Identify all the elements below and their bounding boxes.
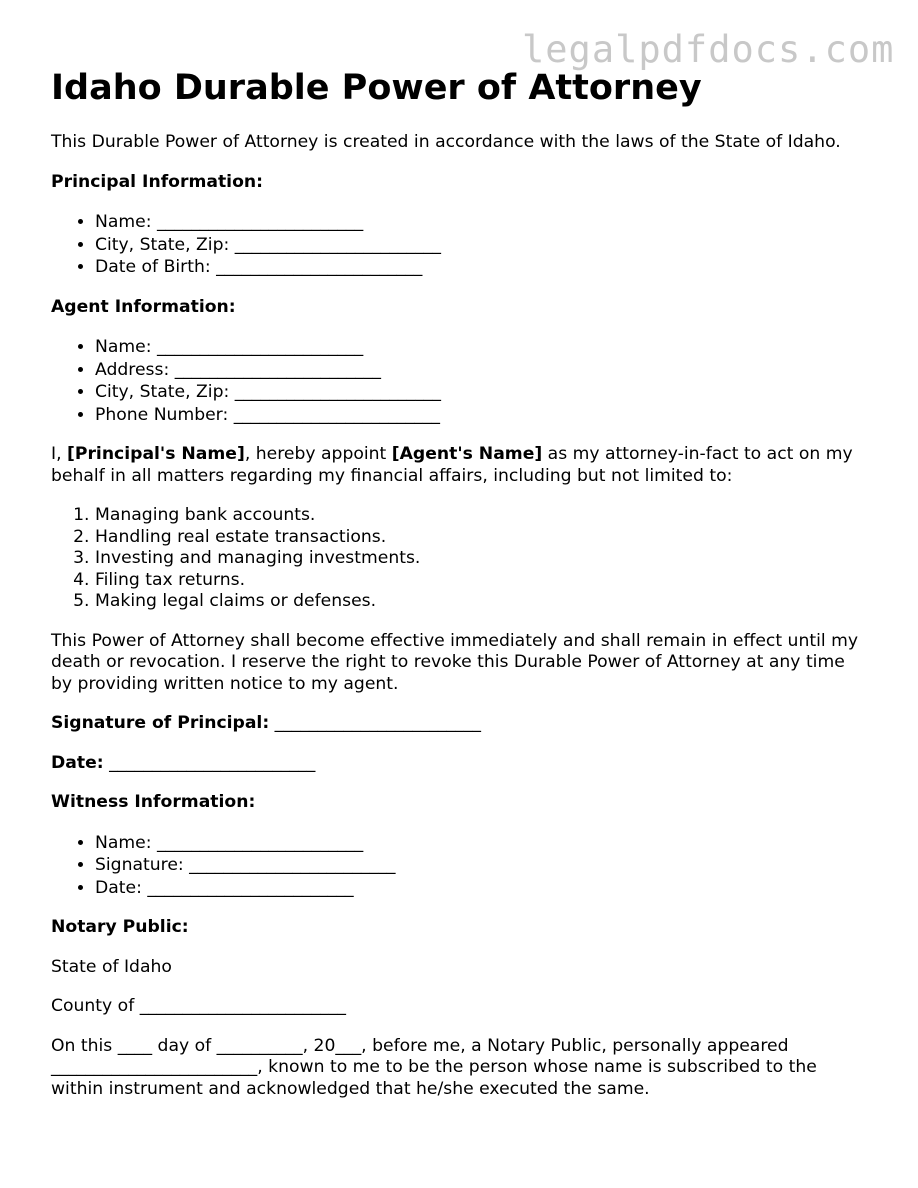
document-title: Idaho Durable Power of Attorney [51, 68, 702, 108]
power-item: 3. Investing and managing investments. [95, 548, 871, 570]
intro-paragraph: This Durable Power of Attorney is created in accordance with the laws of the State of Idaho. [51, 132, 841, 152]
document [51, 66, 871, 1118]
agent-heading: Agent Information: [51, 296, 236, 317]
power-item: 1. Managing bank accounts. [95, 505, 871, 527]
witness-heading: Witness Information: [51, 792, 256, 812]
principal-name-field: • Name: ________________________ [95, 211, 871, 234]
signature-line [51, 713, 871, 735]
signature-blank: ________________________ [269, 713, 481, 733]
notary-paragraph: On this ____ day of __________, 20___, before me, a Notary Public, personally appeared ________________________, known to me to be the person whose name is subscribed to the within instrument and acknowledged that he/she executed the same. [51, 1035, 817, 1099]
date-blank: ________________________ [103, 752, 316, 773]
principal-name-placeholder: [Principal's Name] [67, 444, 245, 464]
powers-list [51, 505, 871, 613]
appointment-paragraph [51, 444, 871, 487]
agent-name-field: • Name: ________________________ [95, 336, 871, 359]
agent-city-field: • City, State, Zip: ________________________ [95, 381, 871, 404]
notary-county: County of ________________________ [51, 996, 346, 1016]
watermark: legalpdfdocs.com [522, 28, 895, 71]
witness-list [51, 832, 871, 900]
appointment-middle: , hereby appoint [244, 444, 392, 464]
principal-list [51, 211, 871, 279]
power-item: 4. Filing tax returns. [95, 570, 871, 592]
agent-name-placeholder: [Agent's Name] [391, 444, 543, 464]
notary-heading: Notary Public: [51, 917, 189, 937]
power-item: 2. Handling real estate transactions. [95, 527, 871, 549]
agent-address-field: • Address: ________________________ [95, 359, 871, 382]
witness-date-field: • Date: ________________________ [95, 877, 871, 900]
principal-heading: Principal Information: [51, 171, 263, 192]
date-label: Date: [51, 752, 104, 773]
date-line [51, 753, 871, 775]
principal-city-field: • City, State, Zip: ________________________ [95, 234, 871, 257]
power-item: 5. Making legal claims or defenses. [95, 591, 871, 613]
signature-label: Signature of Principal: [51, 713, 270, 733]
witness-signature-field: • Signature: ________________________ [95, 854, 871, 877]
appointment-prefix: I, [51, 444, 67, 464]
principal-dob-field: • Date of Birth: ________________________ [95, 256, 871, 279]
appointment-suffix: as my attorney-in-fact to act on my behalf in all matters regarding my financial affairs, including but not limited to: [51, 444, 853, 486]
effective-paragraph: This Power of Attorney shall become effective immediately and shall remain in effect until my death or revocation. I reserve the right to revoke this Durable Power of Attorney at any time by providing written notice to my agent. [51, 630, 859, 694]
notary-state: State of Idaho [51, 956, 172, 977]
agent-phone-field: • Phone Number: ________________________ [95, 404, 871, 427]
witness-name-field: • Name: ________________________ [95, 832, 871, 855]
agent-list [51, 336, 871, 426]
